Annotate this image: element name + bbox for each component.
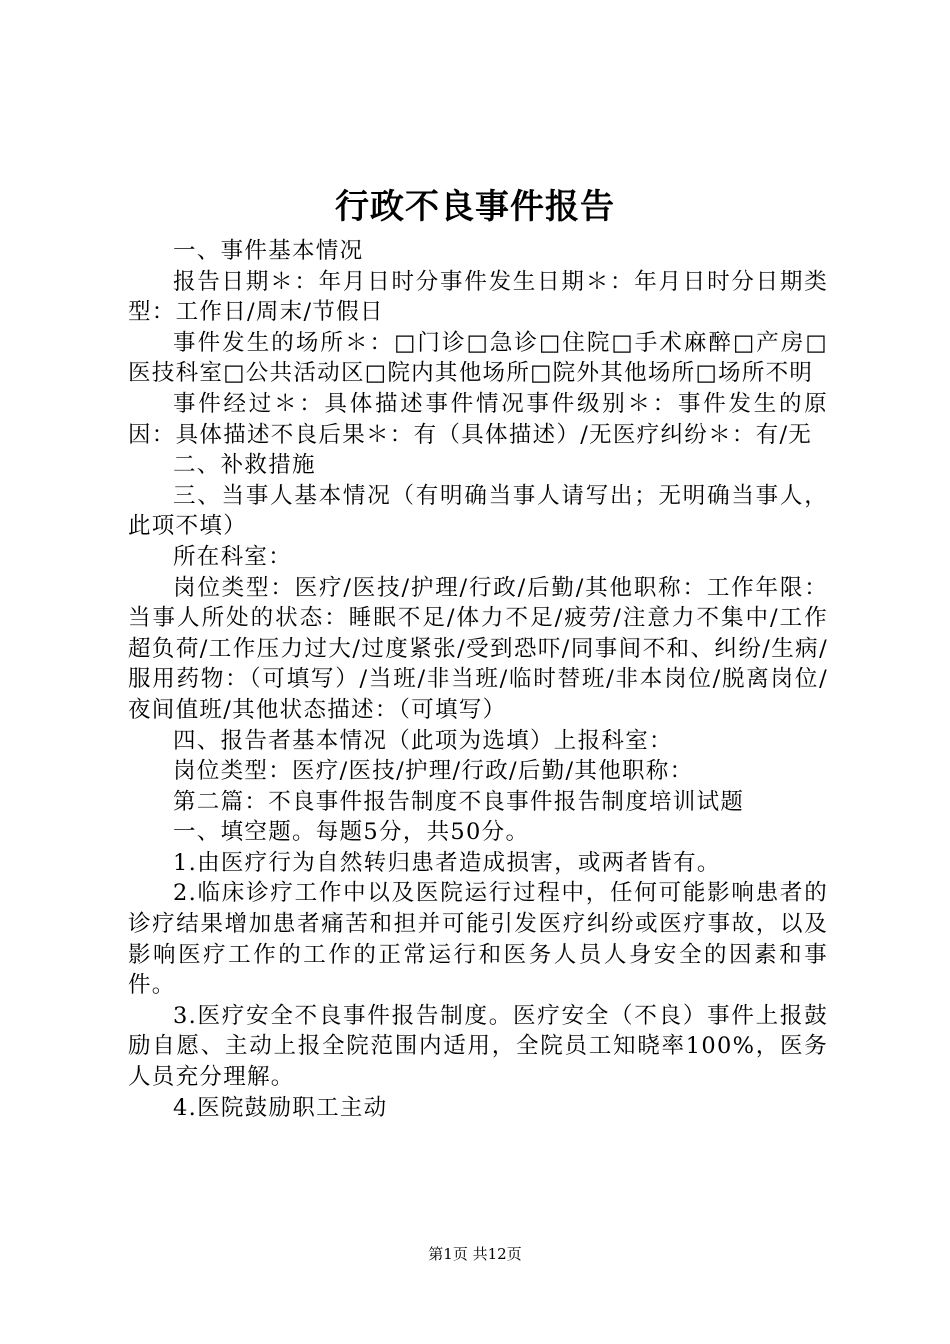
document-title: 行政不良事件报告 bbox=[335, 187, 615, 227]
section-heading-4: 四、报告者基本情况（此项为选填）上报科室： bbox=[173, 727, 673, 754]
paragraph: 事件经过＊：具体描述事件情况事件级别＊：事件发生的原因：具体描述不良后果＊：有（具体描述）/无医疗纠纷＊：有/无 bbox=[128, 390, 828, 448]
part-heading: 第二篇：不良事件报告制度不良事件报告制度培训试题 bbox=[173, 788, 745, 815]
paragraph: 所在科室： bbox=[173, 543, 293, 570]
paragraph: 岗位类型：医疗/医技/护理/行政/后勤/其他职称：工作年限：当事人所处的状态：睡眠不足/体力不足/疲劳/注意力不集中/工作超负荷/工作压力过大/过度紧张/受到恐吓/同事间不和、纠纷/生病/服用药物：（可填写）/当班/非当班/临时替班/非本岗位/脱离岗位/夜间值班/其他状态描述：（可填写） bbox=[128, 574, 828, 723]
section-heading-3: 三、当事人基本情况（有明确当事人请写出；无明确当事人，此项不填） bbox=[128, 482, 828, 540]
question-item: 2.临床诊疗工作中以及医院运行过程中，任何可能影响患者的诊疗结果增加患者痛苦和担并可能引发医疗纠纷或医疗事故，以及影响医疗工作的工作的正常运行和医务人员人身安全的因素和事件。 bbox=[128, 880, 828, 999]
paragraph: 岗位类型：医疗/医技/护理/行政/后勤/其他职称： bbox=[173, 758, 694, 785]
question-item: 3.医疗安全不良事件报告制度。医疗安全（不良）事件上报鼓励自愿、主动上报全院范围内适用，全院员工知晓率100%，医务人员充分理解。 bbox=[128, 1002, 828, 1091]
document-body bbox=[128, 236, 828, 1123]
section-heading-2: 二、补救措施 bbox=[173, 452, 316, 479]
question-item: 1.由医疗行为自然转归患者造成损害，或两者皆有。 bbox=[173, 849, 721, 876]
paragraph: 报告日期＊：年月日时分事件发生日期＊：年月日时分日期类型：工作日/周末/节假日 bbox=[128, 268, 828, 326]
question-section-heading: 一、填空题。每题5分，共50分。 bbox=[173, 819, 530, 846]
question-item: 4.医院鼓励职工主动 bbox=[173, 1094, 388, 1121]
paragraph: 事件发生的场所＊：□门诊□急诊□住院□手术麻醉□产房□医技科室□公共活动区□院内其他场所□院外其他场所□场所不明 bbox=[128, 329, 828, 387]
section-heading-1: 一、事件基本情况 bbox=[173, 238, 364, 264]
page-number: 第1页 共12页 bbox=[428, 1245, 522, 1263]
